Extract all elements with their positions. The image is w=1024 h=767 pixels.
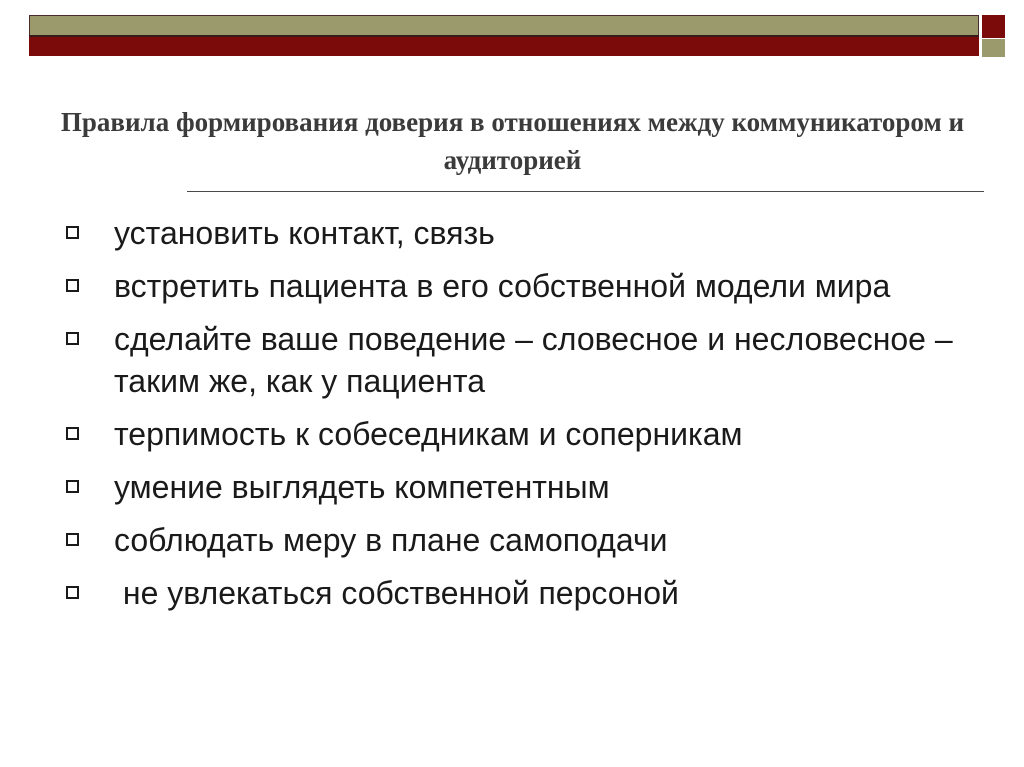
bullet-item xyxy=(62,413,962,455)
hollow-square-icon xyxy=(66,427,79,440)
bullet-item xyxy=(62,265,962,307)
corner-square-maroon xyxy=(982,15,1005,38)
hollow-square-icon xyxy=(66,533,79,546)
hollow-square-icon xyxy=(66,279,79,292)
bullet-text: встретить пациента в его собственной модели мира xyxy=(114,268,891,304)
bullet-item xyxy=(62,212,962,254)
header-bar-divider xyxy=(29,35,979,37)
bullet-list xyxy=(62,212,962,625)
bullet-text: соблюдать меру в плане самоподачи xyxy=(114,522,668,558)
bullet-item xyxy=(62,318,962,402)
hollow-square-icon xyxy=(66,332,79,345)
bullet-item xyxy=(62,466,962,508)
title-underline xyxy=(187,191,984,192)
corner-square-divider-v xyxy=(981,15,982,57)
bullet-text: не увлекаться собственной персоной xyxy=(114,575,679,611)
hollow-square-icon xyxy=(66,480,79,493)
header-bar-maroon xyxy=(29,36,979,56)
header-bar-olive xyxy=(29,15,979,36)
corner-square-olive xyxy=(982,39,1005,57)
bullet-text: сделайте ваше поведение – словесное и несловесное – таким же, как у пациента xyxy=(114,321,953,399)
hollow-square-icon xyxy=(66,226,79,239)
slide-title: Правила формирования доверия в отношениях между коммуникатором и аудиторией xyxy=(60,107,965,175)
hollow-square-icon xyxy=(66,586,79,599)
bullet-item xyxy=(62,572,962,614)
bullet-text: установить контакт, связь xyxy=(114,215,495,251)
corner-square-divider-h xyxy=(982,38,1005,39)
bullet-text: умение выглядеть компетентным xyxy=(114,469,610,505)
bullet-item xyxy=(62,519,962,561)
bullet-text: терпимость к собеседникам и соперникам xyxy=(114,416,743,452)
